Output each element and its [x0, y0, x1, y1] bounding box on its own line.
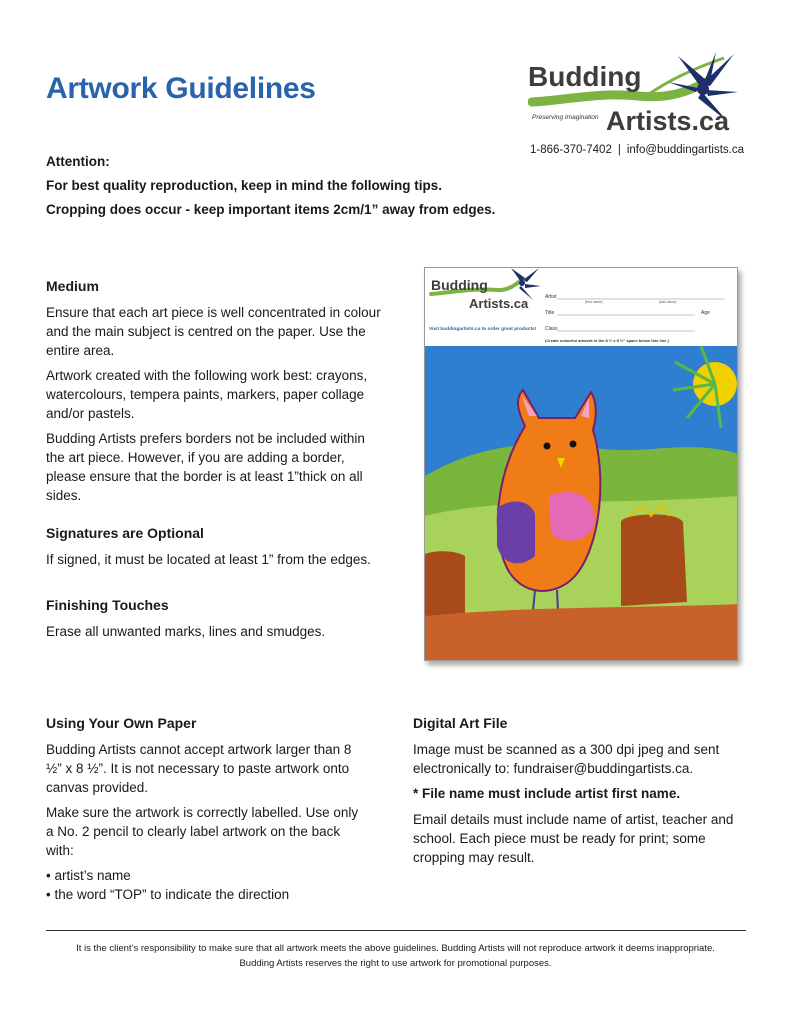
finishing-heading: Finishing Touches	[46, 597, 169, 613]
medium-heading: Medium	[46, 278, 99, 294]
sample-title-label: Title	[545, 310, 555, 316]
signatures-text: If signed, it must be located at least 1” from the edges.	[46, 552, 371, 567]
own-paper-heading: Using Your Own Paper	[46, 715, 197, 731]
sample-artist-label: Artist	[545, 294, 557, 300]
attention-label: Attention:	[46, 154, 110, 169]
list-item: • the word “TOP” to indicate the direction	[46, 887, 290, 902]
sample-logo-budding: Budding	[431, 277, 488, 293]
digital-paragraph: Image must be scanned as a 300 dpi jpeg and sent electronically to: fundraiser@buddingartists.ca.	[413, 742, 720, 776]
file-name-note: * File name must include artist first name.	[413, 786, 681, 801]
sample-logo-artists: Artists.ca	[469, 296, 529, 311]
finishing-section	[46, 596, 386, 647]
finishing-text: Erase all unwanted marks, lines and smudges.	[46, 624, 326, 639]
attention-block	[46, 150, 546, 222]
contact-info	[530, 144, 744, 156]
sample-age-label: Age	[701, 310, 710, 316]
logo-tagline: Preserving Imagination	[532, 114, 599, 121]
attention-tip-quality: For best quality reproduction, keep in mind the following tips.	[46, 178, 443, 193]
medium-paragraph: Budding Artists prefers borders not be included within the art piece. However, if you are adding a border, please ensure that the border is at least 1”thick on all sides.	[46, 431, 365, 503]
digital-heading: Digital Art File	[413, 715, 508, 731]
label-checklist	[46, 866, 366, 904]
contact-separator: |	[617, 144, 621, 156]
digital-art-section	[413, 714, 753, 873]
sample-sheet-header	[425, 268, 738, 346]
footer-disclaimer	[40, 941, 751, 971]
list-item: • artist’s name	[46, 868, 131, 883]
footer-line: It is the client’s responsibility to make sure that all artwork meets the above guidelines. Budding Artists will not reproduce artwork it deems inappropriate.	[76, 943, 715, 954]
sample-first-name: (first name)	[585, 300, 603, 304]
budding-artists-logo	[528, 52, 738, 136]
footer-line: Budding Artists reserves the right to use artwork for promotional purposes.	[239, 958, 552, 969]
own-paper-paragraph: Budding Artists cannot accept artwork larger than 8 ½” x 8 ½”. It is not necessary to paste artwork onto canvas provided.	[46, 742, 352, 795]
footer-divider	[46, 930, 746, 931]
child-owl-drawing	[425, 346, 738, 661]
signatures-heading: Signatures are Optional	[46, 525, 204, 541]
logo-budding-text: Budding	[528, 61, 642, 92]
attention-tip-cropping: Cropping does occur - keep important items 2cm/1” away from edges.	[46, 202, 496, 217]
medium-paragraph: Ensure that each art piece is well concentrated in colour and the main subject is centred on the paper. Use the entire area.	[46, 305, 381, 358]
sample-class-label: Class	[545, 326, 558, 332]
phone-number: 1-866-370-7402	[530, 144, 612, 156]
page-title: Artwork Guidelines	[46, 72, 316, 105]
medium-section	[46, 277, 386, 511]
sample-last-name: (last name)	[659, 300, 677, 304]
own-paper-section	[46, 714, 366, 904]
sample-visit-text: Visit buddingartists.ca to order great products!	[429, 327, 537, 332]
own-paper-paragraph: Make sure the artwork is correctly labelled. Use only a No. 2 pencil to clearly label artwork on the back with:	[46, 805, 359, 858]
digital-paragraph: Email details must include name of artist, teacher and school. Each piece must be ready for print; some cropping may result.	[413, 812, 734, 865]
sample-artwork-sheet	[424, 267, 738, 661]
medium-paragraph: Artwork created with the following work best: crayons, watercolours, tempera paints, markers, paper collage and/or pastels.	[46, 368, 368, 421]
logo-artists-text: Artists.ca	[606, 106, 730, 136]
signatures-section	[46, 524, 406, 575]
sample-instruction: (Create colourful artwork in the 8 ½ x 8 ½” space below this line.)	[545, 338, 669, 343]
contact-email: info@buddingartists.ca	[626, 144, 744, 156]
